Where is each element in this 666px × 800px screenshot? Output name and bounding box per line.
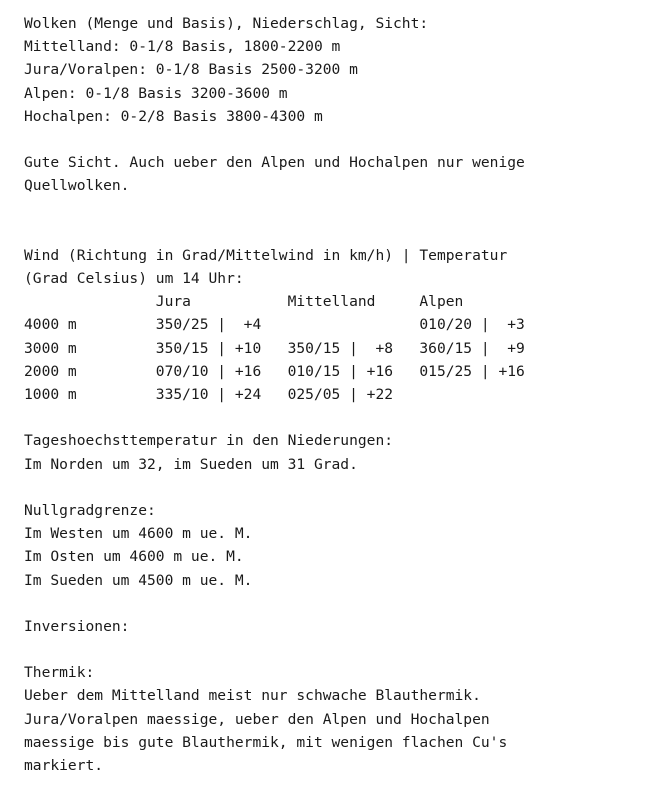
clouds-heading: Wolken (Menge und Basis), Niederschlag, Sicht: bbox=[24, 15, 429, 32]
wind-heading-cont: (Grad Celsius) um 14 Uhr: bbox=[24, 270, 244, 288]
freezing-level-heading: Nullgradgrenze: bbox=[24, 501, 156, 519]
max-temp-heading: Tageshoechsttemperatur in den Niederungen: bbox=[24, 432, 394, 450]
thermals-heading: Thermik: bbox=[24, 664, 95, 682]
thermals-text-1: Ueber dem Mittelland meist nur schwache Blauthermik. bbox=[24, 687, 481, 705]
clouds-alpen: Alpen: 0-1/8 Basis 3200-3600 m bbox=[24, 84, 288, 102]
thermals-text-2: Jura/Voralpen maessige, ueber den Alpen und Hochalpen bbox=[24, 710, 490, 728]
forecast-report bbox=[24, 12, 525, 777]
blank-line bbox=[24, 198, 525, 221]
blank-line bbox=[24, 638, 525, 661]
wind-table-row-4000: 4000 m 350/25 | +4 010/20 | +3 bbox=[24, 316, 525, 334]
clouds-mittelland: Mittelland: 0-1/8 Basis, 1800-2200 m bbox=[24, 38, 341, 56]
blank-line bbox=[24, 592, 525, 615]
blank-line bbox=[24, 406, 525, 429]
freezing-level-south: Im Sueden um 4500 m ue. M. bbox=[24, 571, 253, 589]
visibility-text: Gute Sicht. Auch ueber den Alpen und Hochalpen nur wenige bbox=[24, 154, 525, 172]
freezing-level-west: Im Westen um 4600 m ue. M. bbox=[24, 525, 253, 543]
blank-line bbox=[24, 128, 525, 151]
clouds-hochalpen: Hochalpen: 0-2/8 Basis 3800-4300 m bbox=[24, 107, 323, 125]
wind-table-row-1000: 1000 m 335/10 | +24 025/05 | +22 bbox=[24, 386, 394, 403]
blank-line bbox=[24, 221, 525, 244]
thermals-text-3: maessige bis gute Blauthermik, mit wenigen flachen Cu's bbox=[24, 733, 508, 751]
wind-heading: Wind (Richtung in Grad/Mittelwind in km/h) | Temperatur bbox=[24, 246, 508, 264]
wind-table-header: Jura Mittelland Alpen bbox=[24, 293, 464, 311]
blank-line bbox=[24, 476, 525, 499]
max-temp-text: Im Norden um 32, im Sueden um 31 Grad. bbox=[24, 455, 358, 473]
visibility-text-cont: Quellwolken. bbox=[24, 177, 130, 195]
wind-table-row-2000: 2000 m 070/10 | +16 010/15 | +16 015/25 | +16 bbox=[24, 362, 525, 380]
clouds-jura-voralpen: Jura/Voralpen: 0-1/8 Basis 2500-3200 m bbox=[24, 61, 358, 79]
wind-table-row-3000: 3000 m 350/15 | +10 350/15 | +8 360/15 | +9 bbox=[24, 339, 525, 357]
freezing-level-east: Im Osten um 4600 m ue. M. bbox=[24, 548, 244, 566]
thermals-text-4: markiert. bbox=[24, 757, 104, 774]
inversions-heading: Inversionen: bbox=[24, 617, 130, 635]
